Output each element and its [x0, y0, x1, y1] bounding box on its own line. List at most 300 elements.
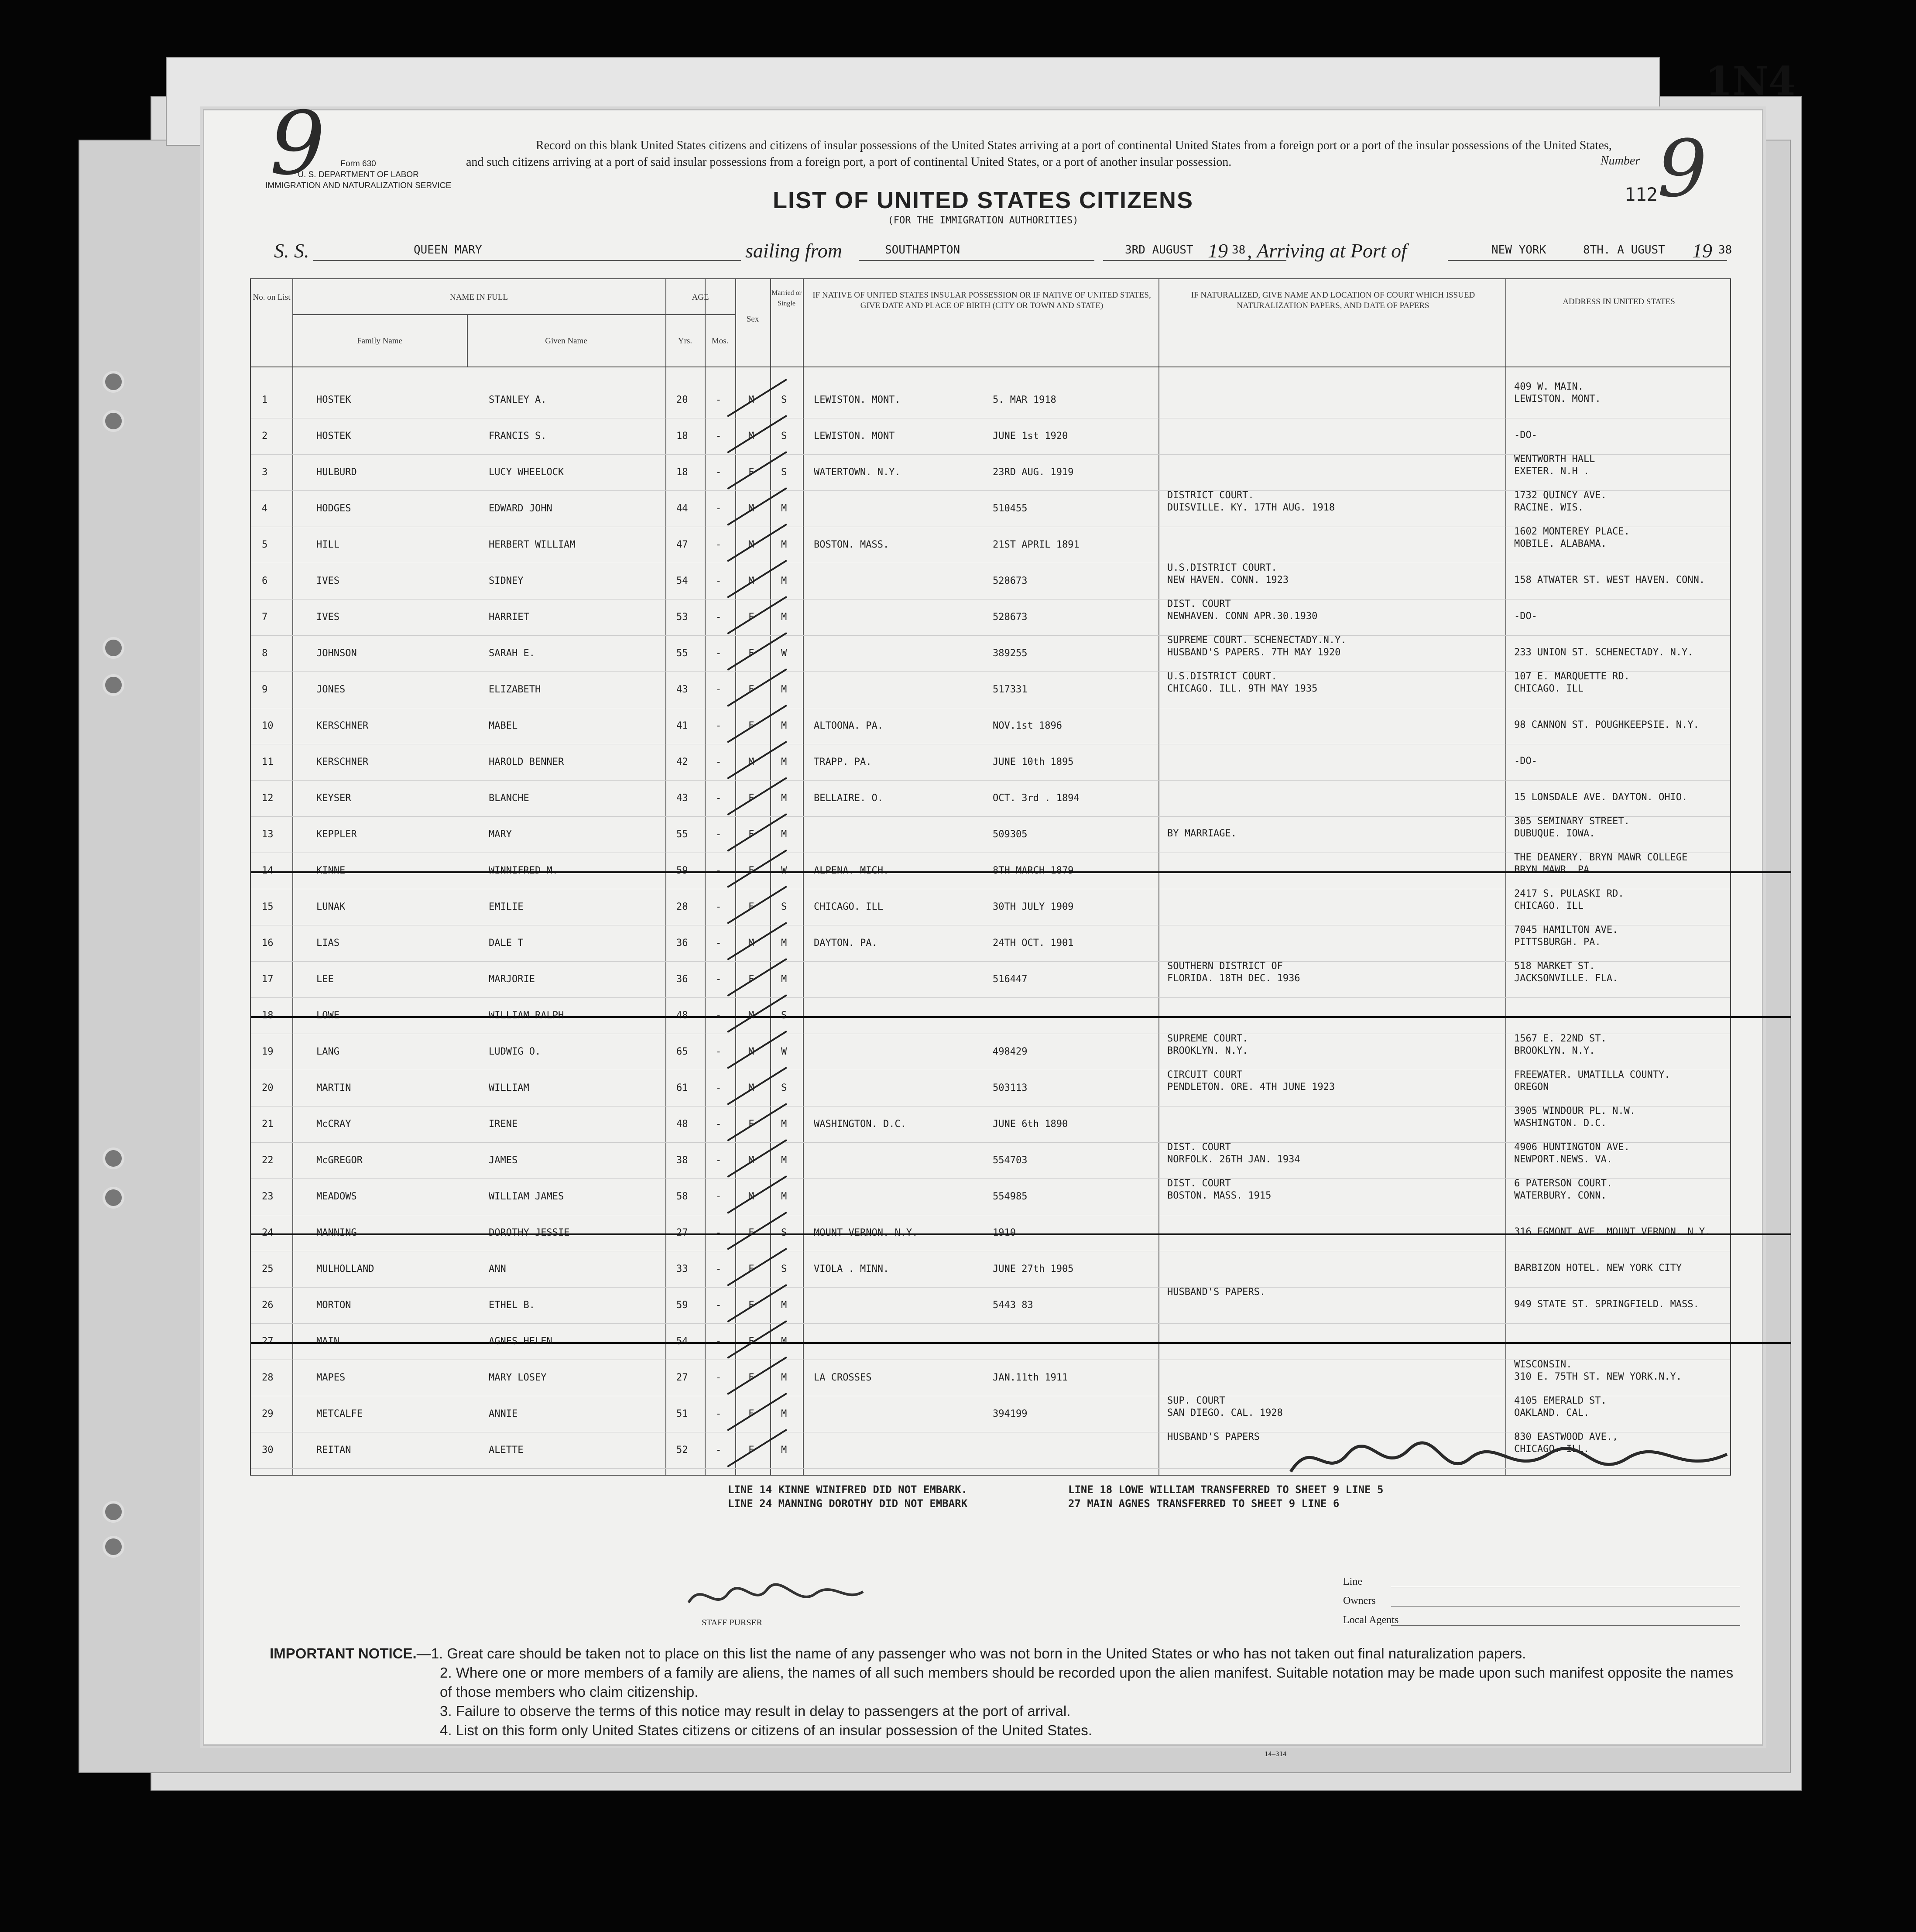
court-line-1: CIRCUIT COURT [1167, 1069, 1243, 1080]
birth-date: 5443 83 [993, 1300, 1033, 1311]
marital-status: M [781, 974, 787, 985]
sex: F [748, 1408, 754, 1419]
check-mark [727, 1067, 787, 1105]
age-months: - [716, 1264, 722, 1274]
birth-place: DAYTON. PA. [814, 938, 877, 949]
sex: F [748, 1372, 754, 1383]
marital-status: M [781, 539, 787, 550]
marital-status: M [781, 575, 787, 586]
row-rule [251, 1142, 1730, 1143]
row-number: 7 [262, 612, 268, 623]
court-line-1: U.S.DISTRICT COURT. [1167, 562, 1277, 573]
address-line-2: 233 UNION ST. SCHENECTADY. N.Y. [1514, 647, 1693, 658]
sex: M [748, 575, 754, 586]
sex: M [748, 431, 754, 442]
row-number: 21 [262, 1119, 274, 1130]
address-line-1: 3905 WINDOUR PL. N.W. [1514, 1106, 1636, 1117]
sex: F [748, 901, 754, 912]
binder-hole [103, 1148, 124, 1169]
given-name: HAROLD BENNER [489, 757, 564, 767]
row-rule [251, 1178, 1730, 1179]
table-row [251, 601, 1730, 636]
table-row [251, 1178, 1730, 1216]
row-rule [251, 961, 1730, 962]
age-months: - [716, 720, 722, 731]
header-mos: Mos. [711, 336, 729, 346]
family-name: McCRAY [316, 1119, 351, 1130]
given-name: WILLIAM [489, 1082, 529, 1093]
court-line-2: PENDLETON. ORE. 4TH JUNE 1923 [1167, 1082, 1335, 1093]
row-number: 16 [262, 938, 274, 949]
sex: M [748, 539, 754, 550]
marital-status: M [781, 829, 787, 840]
address-line-2: -DO- [1514, 430, 1537, 441]
address-line-1: WENTWORTH HALL [1514, 454, 1595, 465]
sex: F [748, 865, 754, 876]
table-row [251, 927, 1730, 962]
footnote: LINE 24 MANNING DOROTHY DID NOT EMBARK [728, 1497, 968, 1510]
court-line-1: SUPREME COURT. SCHENECTADY.N.Y. [1167, 635, 1347, 646]
page-subtitle: (FOR THE IMMIGRATION AUTHORITIES) [888, 215, 1079, 226]
check-mark [727, 451, 787, 490]
age-months: - [716, 1445, 722, 1456]
address-line-1: 409 W. MAIN. [1514, 381, 1584, 392]
binder-hole [103, 637, 124, 659]
row-number: 3 [262, 467, 268, 478]
family-name: LEE [316, 974, 334, 985]
age-years: 20 [676, 394, 688, 405]
arrival-port: NEW YORK [1491, 243, 1546, 257]
sex: M [748, 503, 754, 514]
row-number: 2 [262, 431, 268, 442]
address-line-1: FREEWATER. UMATILLA COUNTY. [1514, 1069, 1670, 1080]
birth-date: JUNE 6th 1890 [993, 1119, 1068, 1130]
service-name: IMMIGRATION AND NATURALIZATION SERVICE [265, 181, 452, 190]
age-years: 53 [676, 612, 688, 623]
notice-item: 2. Where one or more members of a family are aliens, the names of all such members should be recorded upon the alien manifest. Suitable notation may be made upon such manifest opposite the names of those members who claim citizenship. [440, 1665, 1734, 1700]
row-number: 22 [262, 1155, 274, 1166]
age-years: 41 [676, 720, 688, 731]
age-years: 61 [676, 1082, 688, 1093]
birth-date: 389255 [993, 648, 1028, 659]
family-name: LIAS [316, 938, 339, 949]
check-mark [727, 524, 787, 562]
marital-status: M [781, 612, 787, 623]
birth-date: 498429 [993, 1046, 1028, 1057]
age-years: 59 [676, 865, 688, 876]
birth-place: TRAPP. PA. [814, 757, 872, 767]
birth-place: CHICAGO. ILL [814, 901, 883, 912]
sex: M [748, 938, 754, 949]
age-years: 18 [676, 467, 688, 478]
age-years: 58 [676, 1191, 688, 1202]
year-prefix: 19 [1208, 240, 1228, 262]
court-line-1: DISTRICT COURT. [1167, 490, 1254, 501]
signature-line [1391, 1625, 1740, 1626]
row-rule [251, 1287, 1730, 1288]
age-months: - [716, 829, 722, 840]
age-years: 54 [676, 575, 688, 586]
family-name: MEADOWS [316, 1191, 357, 1202]
address-line-1: 107 E. MARQUETTE RD. [1514, 671, 1630, 682]
age-months: - [716, 684, 722, 695]
age-months: - [716, 901, 722, 912]
header-yrs: Yrs. [678, 336, 692, 346]
marital-status: M [781, 1372, 787, 1383]
age-months: - [716, 938, 722, 949]
birth-place: ALTOONA. PA. [814, 720, 883, 731]
row-number: 19 [262, 1046, 274, 1057]
address-line-2: CHICAGO. ILL [1514, 683, 1584, 694]
address-line-2: LEWISTON. MONT. [1514, 394, 1601, 404]
handwritten-mark: 9 [270, 93, 326, 195]
marital-status: M [781, 1191, 787, 1202]
check-mark [727, 1139, 787, 1178]
table-row [251, 381, 1730, 419]
family-name: MAPES [316, 1372, 346, 1383]
court-line-1: SOUTHERN DISTRICT OF [1167, 961, 1283, 972]
address-line-2: -DO- [1514, 756, 1537, 767]
binder-hole [103, 1187, 124, 1209]
age-years: 18 [676, 431, 688, 442]
table-row [251, 562, 1730, 600]
row-rule [251, 671, 1730, 672]
sex: F [748, 648, 754, 659]
row-number: 18 [262, 1010, 274, 1021]
address-line-1: 7045 HAMILTON AVE. [1514, 925, 1618, 935]
arrival-year: 38 [1718, 243, 1732, 257]
table-row [251, 746, 1730, 781]
row-number: 13 [262, 829, 274, 840]
check-mark [727, 958, 787, 997]
age-months: - [716, 612, 722, 623]
family-name: METCALFE [316, 1408, 363, 1419]
row-number: 29 [262, 1408, 274, 1419]
birth-date: JAN.11th 1911 [993, 1372, 1068, 1383]
table-row [251, 1108, 1730, 1143]
family-name: KINNE [316, 865, 346, 876]
check-mark [727, 632, 787, 671]
age-years: 52 [676, 1445, 688, 1456]
given-name: BLANCHE [489, 793, 529, 804]
address-line-2: DUBUQUE. IOWA. [1514, 828, 1595, 839]
signature-line [1391, 1606, 1740, 1607]
court-line-2: NEWHAVEN. CONN APR.30.1930 [1167, 611, 1318, 622]
check-mark [727, 777, 787, 815]
marital-status: S [781, 1264, 787, 1274]
age-months: - [716, 575, 722, 586]
header-given-name: Given Name [545, 336, 587, 346]
family-name: HOSTEK [316, 431, 351, 442]
given-name: SARAH E. [489, 648, 535, 659]
strike-through [251, 871, 1791, 873]
marital-status: M [781, 720, 787, 731]
table-row [251, 1144, 1730, 1179]
age-years: 48 [676, 1119, 688, 1130]
address-line-2: 316 EGMONT AVE. MOUNT VERNON. N.Y. [1514, 1226, 1711, 1237]
age-months: - [716, 1227, 722, 1238]
age-years: 47 [676, 539, 688, 550]
given-name: WILLIAM RALPH [489, 1010, 564, 1021]
table-row [251, 1217, 1730, 1252]
header-no: No. on List [253, 293, 291, 302]
department-name: U. S. DEPARTMENT OF LABOR [298, 170, 419, 179]
marital-status: M [781, 1445, 787, 1456]
birth-date: 528673 [993, 575, 1028, 586]
check-mark [727, 741, 787, 779]
sex: F [748, 829, 754, 840]
passenger-table [250, 278, 1731, 1476]
ship-name: QUEEN MARY [414, 243, 482, 257]
birth-place: BELLAIRE. O. [814, 793, 883, 804]
address-line-1: 6 PATERSON COURT. [1514, 1178, 1613, 1189]
marital-status: M [781, 1155, 787, 1166]
marital-status: S [781, 394, 787, 405]
family-name: JONES [316, 684, 346, 695]
age-years: 36 [676, 938, 688, 949]
sex: F [748, 793, 754, 804]
check-mark [727, 1393, 787, 1431]
address-line-2: 15 LONSDALE AVE. DAYTON. OHIO. [1514, 792, 1688, 803]
address-line-2: WASHINGTON. D.C. [1514, 1118, 1607, 1129]
address-line-2: CHICAGO. ILL. [1514, 1444, 1590, 1455]
check-mark [727, 1284, 787, 1322]
court-line-2: DUISVILLE. KY. 17TH AUG. 1918 [1167, 502, 1335, 513]
given-name: MARY [489, 829, 512, 840]
row-number: 1 [262, 394, 268, 405]
birth-date: 510455 [993, 503, 1028, 514]
address-line-1: 830 EASTWOOD AVE., [1514, 1432, 1618, 1442]
given-name: HERBERT WILLIAM [489, 539, 576, 550]
year-prefix-2: 19 [1692, 240, 1712, 262]
table-row [251, 816, 1730, 853]
table-row [251, 1326, 1730, 1360]
check-mark [727, 1212, 787, 1250]
check-mark [727, 1031, 787, 1069]
given-name: HARRIET [489, 612, 529, 623]
address-line-2: RACINE. WIS. [1514, 502, 1584, 513]
birth-date: JUNE 27th 1905 [993, 1264, 1074, 1274]
address-line-2: BARBIZON HOTEL. NEW YORK CITY [1514, 1263, 1682, 1274]
check-mark [727, 886, 787, 924]
court-line-1: DIST. COURT [1167, 599, 1231, 610]
form-number: Form 630 [340, 159, 376, 168]
table-row [251, 1289, 1730, 1324]
sheet-number: 9 [1657, 123, 1707, 215]
departure-year: 38 [1232, 243, 1246, 257]
given-name: STANLEY A. [489, 394, 547, 405]
row-rule [251, 816, 1730, 817]
birth-place: ALPENA. MICH. [814, 865, 889, 876]
family-name: KERSCHNER [316, 720, 369, 731]
family-name: IVES [316, 612, 339, 623]
age-months: - [716, 757, 722, 767]
check-mark [727, 922, 787, 960]
address-line-2: -DO- [1514, 611, 1537, 622]
age-months: - [716, 1372, 722, 1383]
table-row [251, 1069, 1730, 1107]
given-name: ANNIE [489, 1408, 518, 1419]
given-name: MARY LOSEY [489, 1372, 547, 1383]
row-number: 10 [262, 720, 274, 731]
sex: M [748, 1046, 754, 1057]
row-number: 25 [262, 1264, 274, 1274]
address-line-1: 518 MARKET ST. [1514, 961, 1595, 972]
birth-place: VIOLA . MINN. [814, 1264, 889, 1274]
check-mark [727, 668, 787, 707]
binder-hole [103, 1536, 124, 1558]
court-line-1: HUSBAND'S PAPERS [1167, 1432, 1260, 1442]
age-years: 27 [676, 1227, 688, 1238]
marital-status: M [781, 1119, 787, 1130]
row-number: 14 [262, 865, 274, 876]
birth-date: 528673 [993, 612, 1028, 623]
check-mark [727, 1248, 787, 1286]
marital-status: M [781, 684, 787, 695]
sex: M [748, 1191, 754, 1202]
age-months: - [716, 648, 722, 659]
family-name: HOSTEK [316, 394, 351, 405]
form-identifier [265, 158, 451, 191]
binder-hole [103, 371, 124, 393]
sex: M [748, 1010, 754, 1021]
port-underline [1448, 260, 1727, 261]
court-line-1: U.S.DISTRICT COURT. [1167, 671, 1277, 682]
check-mark [727, 994, 787, 1033]
age-months: - [716, 1408, 722, 1419]
marital-status: S [781, 431, 787, 442]
age-months: - [716, 1046, 722, 1057]
check-mark [727, 705, 787, 743]
row-rule [251, 454, 1730, 455]
strike-through [251, 1016, 1791, 1018]
family-name: LANG [316, 1046, 339, 1057]
address-line-2: WATERBURY. CONN. [1514, 1190, 1607, 1201]
check-mark [727, 1429, 787, 1467]
check-mark [727, 1357, 787, 1395]
given-name: FRANCIS S. [489, 431, 547, 442]
sheet-stamp: 112 [1625, 184, 1658, 205]
notice-item: 4. List on this form only United States citizens or citizens of an insular possession of the United States. [440, 1722, 1092, 1738]
table-row [251, 526, 1730, 564]
row-rule [251, 997, 1730, 998]
age-months: - [716, 467, 722, 478]
court-line-1: DIST. COURT [1167, 1178, 1231, 1189]
address-line-1: 305 SEMINARY STREET. [1514, 816, 1630, 827]
age-years: 65 [676, 1046, 688, 1057]
line-label: Line [1343, 1576, 1362, 1587]
age-years: 36 [676, 974, 688, 985]
birth-date: 516447 [993, 974, 1028, 985]
marital-status: M [781, 938, 787, 949]
check-mark [727, 1103, 787, 1141]
age-years: 44 [676, 503, 688, 514]
binder-hole [103, 674, 124, 696]
age-months: - [716, 1119, 722, 1130]
check-mark [727, 850, 787, 888]
given-name: ALETTE [489, 1445, 524, 1456]
table-row [251, 852, 1730, 890]
family-name: REITAN [316, 1445, 351, 1456]
family-name: KEPPLER [316, 829, 357, 840]
arriving-label: , Arriving at Port of [1247, 240, 1407, 262]
address-line-1: 1567 E. 22ND ST. [1514, 1033, 1607, 1044]
birth-date: NOV.1st 1896 [993, 720, 1062, 731]
family-name: HODGES [316, 503, 351, 514]
sex: F [748, 612, 754, 623]
birth-date: 21ST APRIL 1891 [993, 539, 1080, 550]
local-agents-label: Local Agents [1343, 1614, 1399, 1626]
row-number: 9 [262, 684, 268, 695]
check-mark [727, 813, 787, 852]
marital-status: M [781, 1408, 787, 1419]
table-row [251, 671, 1730, 709]
age-months: - [716, 793, 722, 804]
age-months: - [716, 1082, 722, 1093]
address-line-1: 4105 EMERALD ST. [1514, 1395, 1607, 1406]
address-line-2: 949 STATE ST. SPRINGFIELD. MASS. [1514, 1299, 1699, 1310]
age-years: 38 [676, 1155, 688, 1166]
row-number: 8 [262, 648, 268, 659]
header-birth: IF NATIVE OF UNITED STATES INSULAR POSSESSION OR IF NATIVE OF UNITED STATES, GIVE DATE AND PLACE OF BIRTH (CITY OR TOWN AND STATE) [812, 291, 1151, 310]
birth-date: 554703 [993, 1155, 1028, 1166]
birth-date: 8TH MARCH 1879 [993, 865, 1074, 876]
court-line-2: NORFOLK. 26TH JAN. 1934 [1167, 1154, 1300, 1165]
given-name: ETHEL B. [489, 1300, 535, 1311]
marital-status: M [781, 757, 787, 767]
check-mark [727, 379, 787, 417]
birth-place: BOSTON. MASS. [814, 539, 889, 550]
row-number: 15 [262, 901, 274, 912]
sex: F [748, 1445, 754, 1456]
court-line-2: BROOKLYN. N.Y. [1167, 1045, 1248, 1056]
header-sex: Sex [746, 315, 759, 324]
age-months: - [716, 394, 722, 405]
age-months: - [716, 431, 722, 442]
table-row [251, 1359, 1730, 1397]
age-years: 42 [676, 757, 688, 767]
age-years: 54 [676, 1336, 688, 1347]
age-years: 33 [676, 1264, 688, 1274]
age-months: - [716, 974, 722, 985]
court-line-2: BOSTON. MASS. 1915 [1167, 1190, 1272, 1201]
address-line-2: JACKSONVILLE. FLA. [1514, 973, 1618, 984]
row-rule [251, 780, 1730, 781]
marital-status: W [781, 865, 787, 876]
court-line-2: NEW HAVEN. CONN. 1923 [1167, 575, 1289, 586]
table-row [251, 1033, 1730, 1071]
sex: M [748, 1155, 754, 1166]
family-name: MAIN [316, 1336, 339, 1347]
notice-heading: IMPORTANT NOTICE. [270, 1645, 417, 1661]
check-mark [727, 487, 787, 526]
marital-status: S [781, 1010, 787, 1021]
birth-place: WATERTOWN. N.Y. [814, 467, 901, 478]
footnote: LINE 18 LOWE WILLIAM TRANSFERRED TO SHEET 9 LINE 5 [1068, 1483, 1384, 1496]
binder-hole [103, 1501, 124, 1523]
marital-status: S [781, 1227, 787, 1238]
address-line-2: PITTSBURGH. PA. [1514, 937, 1601, 948]
row-rule [251, 1323, 1730, 1324]
sex: F [748, 1300, 754, 1311]
court-line-1: DIST. COURT [1167, 1142, 1231, 1153]
family-name: McGREGOR [316, 1155, 363, 1166]
marital-status: S [781, 901, 787, 912]
marital-status: M [781, 1300, 787, 1311]
departure-date: 3RD AUGUST [1125, 243, 1193, 257]
given-name: MARJORIE [489, 974, 535, 985]
birth-date: JUNE 10th 1895 [993, 757, 1074, 767]
